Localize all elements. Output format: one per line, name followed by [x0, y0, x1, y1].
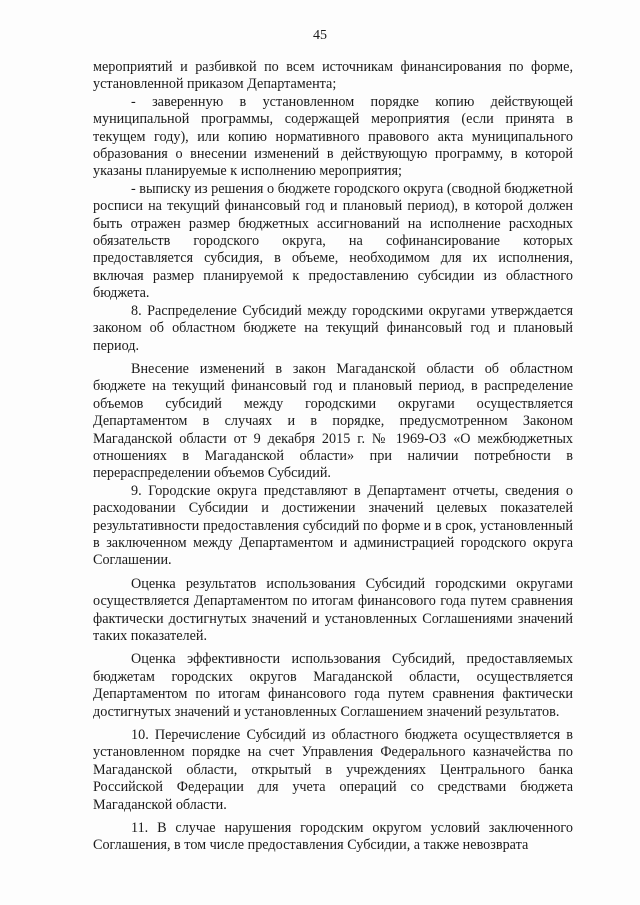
paragraph-efficiency-evaluation: Оценка эффективности использования Субсидий, предоставляемых бюджетам городских округов Магаданской области, осуществляется Департаментом по итогам финансового года путем сравнения фактически достигнутых значений и установленных Соглашением значений результатов. [93, 651, 573, 720]
page-number: 45 [313, 28, 327, 43]
paragraph-results-evaluation: Оценка результатов использования Субсидий городскими округами осуществляется Департаментом по итогам финансового года путем сравнения фактически достигнутых значений и установленных Соглашениями значений таких показателей. [93, 575, 573, 644]
document-body [93, 59, 573, 855]
paragraph-continuation: мероприятий и разбивкой по всем источникам финансирования по форме, установленной приказом Департамента; [93, 59, 573, 93]
paragraph-9-reports: 9. Городские округа представляют в Департамент отчеты, сведения о расходовании Субсидии и достижении значений целевых показателей результативности предоставления субсидий по форме и в срок, установленный в заключенном между Департаментом и администрацией городского округа Соглашении. [93, 482, 573, 569]
paragraph-budget-extract: - выписку из решения о бюджете городского округа (сводной бюджетной росписи на текущий финансовый год и плановый период), в которой должен быть отражен размер бюджетных ассигнований на исполнение расходных обязательств городского округа, на софинансирование которых предоставляется субсидия, в объеме, необходимом для их исполнения, включая размер планируемой к предоставлению субсидии из областного бюджета. [93, 180, 573, 302]
paragraph-11-violations: 11. В случае нарушения городским округом условий заключенного Соглашения, в том числе предоставления Субсидии, а также невозврата [93, 820, 573, 854]
paragraph-program-copy: - заверенную в установленном порядке копию действующей муниципальной программы, содержащей мероприятия (если принята в текущем году), или копию нормативного правового акта муниципального образования о внесении изменений в действующую программу, в которой указаны планируемые к исполнению мероприятия; [93, 93, 573, 180]
paragraph-law-amendments: Внесение изменений в закон Магаданской области об областном бюджете на текущий финансовый год и плановый период, в распределение объемов субсидий между городскими округами осуществляется Департаментом в случаях и в порядке, предусмотренном Законом Магаданской области от 9 декабря 2015 г. № 1969-ОЗ «О межбюджетных отношениях в Магаданской области» при наличии потребности в перераспределении объемов Субсидий. [93, 360, 573, 482]
paragraph-10-transfer: 10. Перечисление Субсидий из областного бюджета осуществляется в установленном порядке на счет Управления Федерального казначейства по Магаданской области, открытый в учреждениях Центрального банка Российской Федерации для учета операций со средствами бюджета Магаданской области. [93, 727, 573, 813]
paragraph-8-distribution: 8. Распределение Субсидий между городскими округами утверждается законом об областном бюджете на текущий финансовый год и плановый период. [93, 302, 573, 354]
